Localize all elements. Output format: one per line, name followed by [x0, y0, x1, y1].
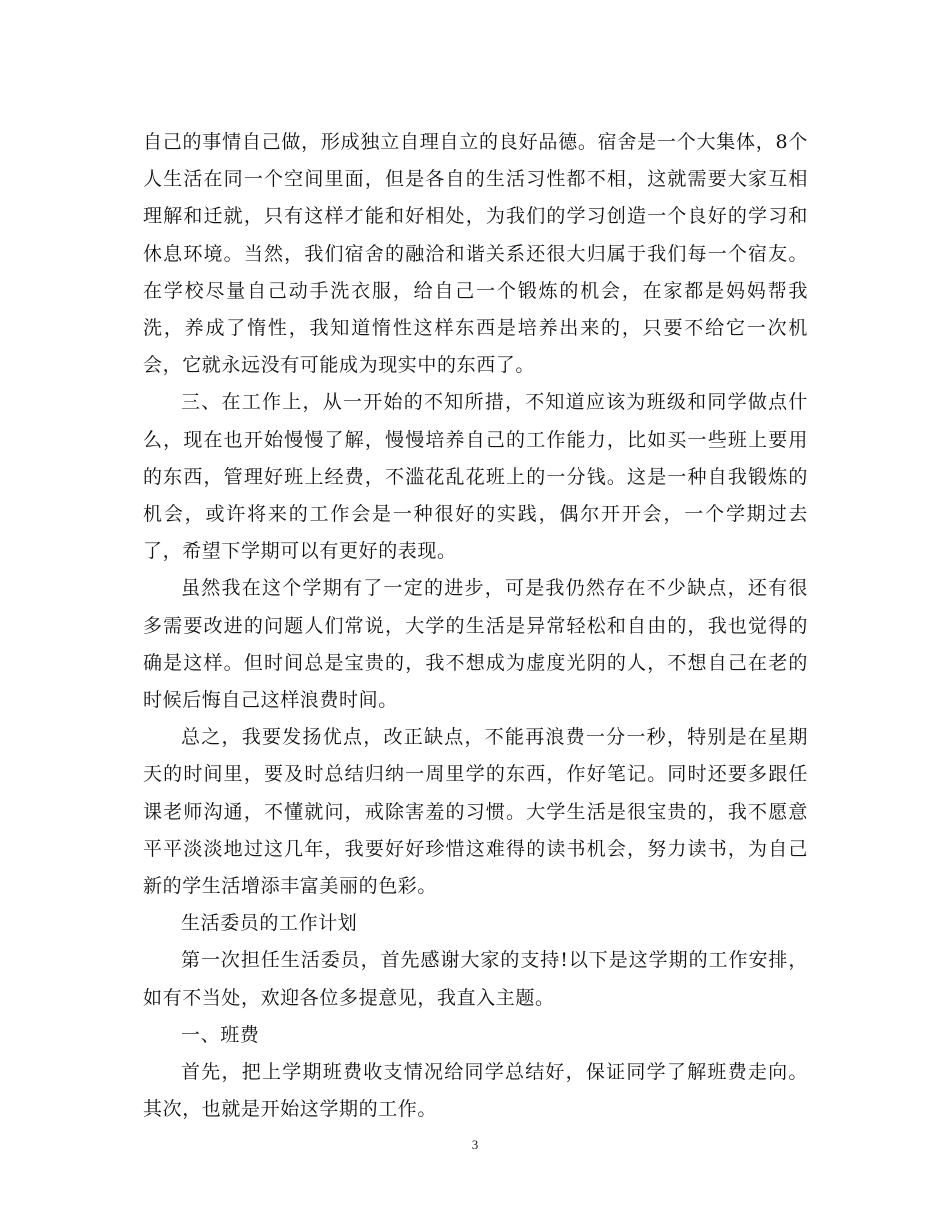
paragraph-conclusion: 总之，我要发扬优点，改正缺点，不能再浪费一分一秒，特别是在星期天的时间里，要及时总结归纳一周里学的东西，作好笔记。同时还要多跟任课老师沟通，不懂就问，戒除害羞的习惯。大学生活是很宝贵的，我不愿意平平淡淡地过这几年，我要好好珍惜这难得的读书机会，努力读书，为自己新的学生活增添丰富美丽的色彩。 [143, 726, 808, 898]
paragraph-class-fee: 首先，把上学期班费收支情况给同学总结好，保证同学了解班费走向。其次，也就是开始这学期的工作。 [143, 1061, 808, 1121]
section-heading-work-plan: 生活委员的工作计划 [181, 912, 358, 935]
paragraph-work: 三、在工作上，从一开始的不知所措，不知道应该为班级和同学做点什么，现在也开始慢慢了解，慢慢培养自己的工作能力，比如买一些班上要用的东西，管理好班上经费，不滥花乱花班上的一分钱。这是一种自我锻炼的机会，或许将来的工作会是一种很好的实践，偶尔开开会，一个学期过去了，希望下学期可以有更好的表现。 [143, 391, 808, 563]
subheading-class-fee: 一、班费 [181, 1023, 260, 1046]
document-body [143, 124, 808, 1128]
page-number: 3 [471, 1137, 479, 1152]
paragraph-intro: 第一次担任生活委员，首先感谢大家的支持!以下是这学期的工作安排，如有不当处，欢迎各位多提意见，我直入主题。 [143, 949, 808, 1009]
paragraph-dorm-life: 自己的事情自己做，形成独立自理自立的良好品德。宿舍是一个大集体，8个人生活在同一个空间里面，但是各自的生活习性都不相，这就需要大家互相理解和迁就，只有这样才能和好相处，为我们的学习创造一个良好的学习和休息环境。当然，我们宿舍的融洽和谐关系还很大归属于我们每一个宿友。在学校尽量自己动手洗衣服，给自己一个锻炼的机会，在家都是妈妈帮我洗，养成了惰性，我知道惰性这样东西是培养出来的，只要不给它一次机会，它就永远没有可能成为现实中的东西了。 [143, 131, 808, 377]
paragraph-shortcomings: 虽然我在这个学期有了一定的进步，可是我仍然存在不少缺点，还有很多需要改进的问题人们常说，大学的生活是异常轻松和自由的，我也觉得的确是这样。但时间总是宝贵的，我不想成为虚度光阴的人，不想自己在老的时候后悔自己这样浪费时间。 [143, 577, 808, 712]
